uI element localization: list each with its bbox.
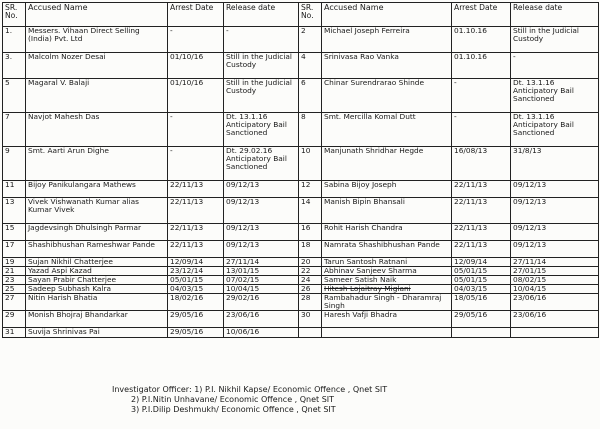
empty-cell <box>511 328 599 338</box>
sr-number: 10 <box>299 147 322 181</box>
table-row <box>3 224 599 241</box>
arrest-date: 05/01/15 <box>452 276 511 285</box>
sr-number: 30 <box>299 311 322 328</box>
sr-number: 26 <box>299 285 322 294</box>
sr-number: 6 <box>299 79 322 113</box>
release-date: Still in the Judicial Custody <box>511 27 599 53</box>
sr-number: 2 <box>299 27 322 53</box>
table-row <box>3 113 599 147</box>
release-date: 10/06/16 <box>224 328 299 338</box>
accused-name: Manish Bipin Bhansali <box>322 198 452 224</box>
investigator-officers <box>112 385 387 415</box>
arrest-date: 01/10/16 <box>168 53 224 79</box>
accused-name: Manjunath Shridhar Hegde <box>322 147 452 181</box>
accused-name: Sayan Prabir Chatterjee <box>26 276 168 285</box>
table-row <box>3 311 599 328</box>
empty-cell <box>322 328 452 338</box>
arrest-date: - <box>452 113 511 147</box>
table-header-row <box>3 3 599 27</box>
table-row <box>3 181 599 198</box>
arrest-date: 04/03/15 <box>168 285 224 294</box>
accused-name: Messers. Vihaan Direct Selling (India) Pvt. Ltd <box>26 27 168 53</box>
accused-name: Sadeep Subhash Kalra <box>26 285 168 294</box>
release-date: 31/8/13 <box>511 147 599 181</box>
accused-name: Monish Bhojraj Bhandarkar <box>26 311 168 328</box>
sr-number: 28 <box>299 294 322 311</box>
header-sr-no: SR. No. <box>3 3 26 27</box>
arrest-date: 22/11/13 <box>168 198 224 224</box>
header-arrest-date: Arrest Date <box>168 3 224 27</box>
sr-number: 12 <box>299 181 322 198</box>
sr-number: 20 <box>299 258 322 267</box>
accused-name: Shashibhushan Rameshwar Pande <box>26 241 168 258</box>
accused-name: Suvija Shrinivas Pai <box>26 328 168 338</box>
release-date: 09/12/13 <box>511 241 599 258</box>
sr-number: 16 <box>299 224 322 241</box>
sr-number: 14 <box>299 198 322 224</box>
arrest-date: 18/05/16 <box>452 294 511 311</box>
accused-name: Jagdevsingh Dhulsingh Parmar <box>26 224 168 241</box>
sr-number: 13 <box>3 198 26 224</box>
accused-name: Sabina Bijoy Joseph <box>322 181 452 198</box>
release-date: 10/04/15 <box>224 285 299 294</box>
table-row <box>3 267 599 276</box>
table-row <box>3 198 599 224</box>
accused-name: Vivek Vishwanath Kumar alias Kumar Vivek <box>26 198 168 224</box>
arrest-date: 12/09/14 <box>168 258 224 267</box>
accused-name: Bijoy Panikulangara Mathews <box>26 181 168 198</box>
accused-name: Tarun Santosh Ratnani <box>322 258 452 267</box>
sr-number: 18 <box>299 241 322 258</box>
table-row <box>3 294 599 311</box>
sr-number: 27 <box>3 294 26 311</box>
sr-number: 4 <box>299 53 322 79</box>
release-date: - <box>224 27 299 53</box>
release-date: 27/11/14 <box>511 258 599 267</box>
table-row <box>3 285 599 294</box>
arrest-date: 18/02/16 <box>168 294 224 311</box>
release-date: 29/02/16 <box>224 294 299 311</box>
arrest-date: 22/11/13 <box>168 241 224 258</box>
sr-number: 9 <box>3 147 26 181</box>
header-sr-no: SR. No. <box>299 3 322 27</box>
arrest-date: 22/11/13 <box>168 224 224 241</box>
release-date: 23/06/16 <box>511 311 599 328</box>
arrest-date: 22/11/13 <box>452 181 511 198</box>
release-date: - <box>511 53 599 79</box>
release-date: 08/02/15 <box>511 276 599 285</box>
release-date: 09/12/13 <box>511 224 599 241</box>
release-date: 23/06/16 <box>511 294 599 311</box>
sr-number: 22 <box>299 267 322 276</box>
accused-name: Malcolm Nozer Desai <box>26 53 168 79</box>
accused-name: Smt. Aarti Arun Dighe <box>26 147 168 181</box>
accused-name: Navjot Mahesh Das <box>26 113 168 147</box>
release-date: 09/12/13 <box>224 181 299 198</box>
table-row <box>3 27 599 53</box>
investigator-line-1: Investigator Officer: 1) P.I. Nikhil Kapse/ Economic Offence , Qnet SIT <box>112 385 388 394</box>
release-date: Still in the Judicial Custody <box>224 79 299 113</box>
release-date: Dt. 13.1.16 Anticipatory Bail Sanctioned <box>511 79 599 113</box>
arrest-date: 22/11/13 <box>452 224 511 241</box>
arrest-date: - <box>168 113 224 147</box>
accused-name: Chinar Surendrarao Shinde <box>322 79 452 113</box>
investigator-line-3: 3) P.I.Dilip Deshmukh/ Economic Offence , Qnet SIT <box>131 405 336 414</box>
header-release-date: Release date <box>224 3 299 27</box>
sr-number: 17 <box>3 241 26 258</box>
arrest-date: 29/05/16 <box>168 311 224 328</box>
sr-number: 1. <box>3 27 26 53</box>
accused-table <box>2 2 599 338</box>
table-row <box>3 241 599 258</box>
accused-name: Yazad Aspi Kazad <box>26 267 168 276</box>
investigator-line-2: 2) P.I.Nitin Unhavane/ Economic Offence , Qnet SIT <box>131 395 335 404</box>
release-date: 23/06/16 <box>224 311 299 328</box>
arrest-date: 16/08/13 <box>452 147 511 181</box>
arrest-date: 01/10/16 <box>168 79 224 113</box>
table-row <box>3 79 599 113</box>
release-date: 07/02/15 <box>224 276 299 285</box>
arrest-date: 05/01/15 <box>168 276 224 285</box>
accused-name: Sameer Satish Naik <box>322 276 452 285</box>
arrest-date: 23/12/14 <box>168 267 224 276</box>
accused-name: Haresh Vafji Bhadra <box>322 311 452 328</box>
release-date: Dt. 13.1.16 Anticipatory Bail Sanctioned <box>224 113 299 147</box>
header-accused-name: Accused Name <box>26 3 168 27</box>
arrest-date: 29/05/16 <box>452 311 511 328</box>
empty-cell <box>452 328 511 338</box>
release-date: 10/04/15 <box>511 285 599 294</box>
arrest-date: - <box>452 79 511 113</box>
sr-number: 24 <box>299 276 322 285</box>
arrest-date: 04/03/15 <box>452 285 511 294</box>
release-date: 27/11/14 <box>224 258 299 267</box>
accused-name: Hitesh Lojaitray Miglani <box>322 285 452 294</box>
header-accused-name: Accused Name <box>322 3 452 27</box>
arrest-date: - <box>168 27 224 53</box>
accused-name: Srinivasa Rao Vanka <box>322 53 452 79</box>
release-date: 09/12/13 <box>511 181 599 198</box>
release-date: Dt. 13.1.16 Anticipatory Bail Sanctioned <box>511 113 599 147</box>
sr-number: 25 <box>3 285 26 294</box>
arrest-date: 29/05/16 <box>168 328 224 338</box>
arrest-date: 22/11/13 <box>452 241 511 258</box>
arrest-date: 05/01/15 <box>452 267 511 276</box>
sr-number: 23 <box>3 276 26 285</box>
release-date: 27/01/15 <box>511 267 599 276</box>
accused-name: Abhinav Sanjeev Sharma <box>322 267 452 276</box>
arrest-date: 22/11/13 <box>168 181 224 198</box>
table-row <box>3 53 599 79</box>
accused-name: Smt. Mercilla Komal Dutt <box>322 113 452 147</box>
sr-number: 29 <box>3 311 26 328</box>
arrest-date: - <box>168 147 224 181</box>
accused-name: Michael Joseph Ferreira <box>322 27 452 53</box>
header-release-date: Release date <box>511 3 599 27</box>
accused-name: Sujan Nikhil Chatterjee <box>26 258 168 267</box>
accused-name: Rambahadur Singh - Dharamraj Singh <box>322 294 452 311</box>
arrest-date: 22/11/13 <box>452 198 511 224</box>
sr-number: 8 <box>299 113 322 147</box>
table-row <box>3 328 599 338</box>
table-row <box>3 258 599 267</box>
empty-cell <box>299 328 322 338</box>
sr-number: 21 <box>3 267 26 276</box>
accused-name: Rohit Harish Chandra <box>322 224 452 241</box>
release-date: 09/12/13 <box>224 241 299 258</box>
sr-number: 31 <box>3 328 26 338</box>
table-row <box>3 147 599 181</box>
accused-name: Namrata Shashibhushan Pande <box>322 241 452 258</box>
release-date: 09/12/13 <box>224 224 299 241</box>
header-arrest-date: Arrest Date <box>452 3 511 27</box>
sr-number: 3. <box>3 53 26 79</box>
arrest-date: 12/09/14 <box>452 258 511 267</box>
sr-number: 15 <box>3 224 26 241</box>
sr-number: 5 <box>3 79 26 113</box>
table-row <box>3 276 599 285</box>
release-date: 13/01/15 <box>224 267 299 276</box>
arrest-date: 01.10.16 <box>452 53 511 79</box>
release-date: 09/12/13 <box>224 198 299 224</box>
accused-name: Magaral V. Balaji <box>26 79 168 113</box>
arrest-date: 01.10.16 <box>452 27 511 53</box>
release-date: 09/12/13 <box>511 198 599 224</box>
sr-number: 11 <box>3 181 26 198</box>
accused-name: Nitin Harish Bhatia <box>26 294 168 311</box>
release-date: Still in the Judicial Custody <box>224 53 299 79</box>
sr-number: 7 <box>3 113 26 147</box>
sr-number: 19 <box>3 258 26 267</box>
release-date: Dt. 29.02.16 Anticipatory Bail Sanctioned <box>224 147 299 181</box>
